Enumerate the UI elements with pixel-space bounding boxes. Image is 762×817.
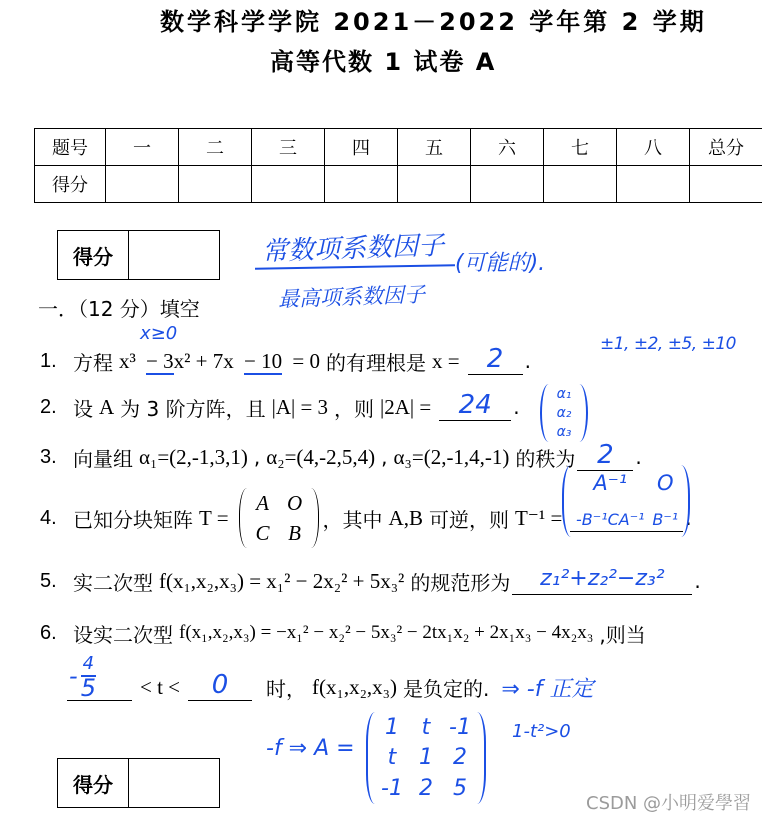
score-table-header-cell: 题号: [35, 129, 106, 166]
matrix-entry: -B⁻¹CA⁻¹: [576, 509, 645, 529]
question-text: 向量组: [73, 446, 133, 471]
equation-term: = 0: [292, 348, 320, 373]
matrix-entry: A: [256, 490, 269, 515]
question-6-line-1: [40, 619, 646, 647]
question-text: ，其中: [322, 507, 383, 532]
fraction-stack: [80, 653, 97, 702]
handwritten-condition: x≥0: [140, 322, 178, 344]
score-table-header-cell: 总分: [690, 129, 762, 166]
inequality: < t <: [140, 674, 181, 699]
matrix-entry: 5: [453, 776, 467, 802]
left-parenthesis: [562, 465, 571, 537]
question-number: 4.: [40, 506, 57, 529]
score-table-score-cell: [179, 166, 252, 203]
score-table-header-cell: 二: [179, 129, 252, 166]
matrix-grid: [571, 465, 681, 537]
vector-label: α₃: [556, 424, 572, 441]
exam-title-line2: 高等代数 1 试卷 A: [270, 48, 497, 76]
math-expression: f(x₁,x₂,x₃): [312, 674, 397, 699]
question-5: [40, 567, 701, 595]
matrix-entry: 2: [419, 776, 433, 802]
question-number: 1.: [40, 349, 57, 372]
question-text: 为 3 阶方阵，且: [120, 396, 266, 421]
matrix-entry: -1: [381, 776, 403, 802]
matrix-entry: 2: [453, 745, 467, 771]
answer-blank: [570, 471, 683, 532]
fraction-denominator: 5: [80, 674, 97, 702]
question-text: 设实二次型: [73, 622, 173, 647]
score-table-score-cell: [471, 166, 544, 203]
handwritten-note: ⇒ -f 正定: [501, 676, 594, 702]
handwritten-answer-matrix: [562, 465, 690, 537]
period: .: [635, 445, 642, 469]
matrix-entry: B⁻¹: [652, 509, 679, 529]
question-number: 2.: [40, 395, 57, 418]
vector-list: [549, 384, 579, 442]
quadratic-form: f(x₁,x₂,x₃) = −x₁² − x₂² − 5x₃² − 2tx₁x₂ + 2x₁x₃ − 4x₂x₃: [179, 622, 594, 643]
separator: ,: [381, 445, 388, 469]
handwritten-candidate-roots: ±1, ±2, ±5, ±10: [600, 334, 736, 354]
matrix-entry: O: [657, 471, 674, 495]
right-parenthesis: [477, 712, 486, 804]
score-table: [34, 128, 762, 203]
handwritten-fraction: [69, 653, 97, 702]
period: .: [685, 506, 692, 530]
underlined-term-wrapper: [140, 322, 178, 374]
question-text: 实二次型: [73, 570, 153, 595]
section-score-box: [57, 758, 220, 808]
answer-variable: x =: [431, 348, 460, 373]
score-table-header-cell: 六: [471, 129, 544, 166]
matrix-entry: -1: [449, 714, 471, 740]
score-table-score-cell: [106, 166, 179, 203]
handwritten-remark: (可能的).: [455, 251, 546, 276]
matrix-entry: C: [255, 520, 270, 545]
answer-blank: [468, 344, 523, 375]
score-table-header-cell: 七: [544, 129, 617, 166]
equation-term: x³: [119, 348, 136, 373]
watermark: CSDN @小明爱學習: [586, 793, 752, 814]
right-parenthesis: [681, 465, 690, 537]
fraction-sign: -: [69, 662, 78, 690]
vector-label: α₂: [556, 404, 572, 421]
handwritten-answer: 2: [597, 440, 614, 470]
handwritten-note-numerator: 常数项系数因子: [261, 230, 445, 268]
question-6-line-2: [65, 653, 594, 702]
matrix-entry: B: [288, 520, 301, 545]
period: .: [513, 395, 520, 419]
handwritten-answer: 24: [458, 390, 492, 420]
matrix-entry: O: [286, 490, 303, 515]
period: .: [694, 569, 701, 593]
matrix-entry: t: [421, 714, 431, 740]
left-parenthesis: [366, 712, 375, 804]
question-number: 6.: [40, 621, 57, 644]
handwritten-note-denominator: 最高项系数因子: [277, 282, 426, 312]
exam-title-line1: 数学科学学院 2021－2022 学年第 2 学期: [160, 8, 707, 36]
question-text: ,则当: [599, 622, 646, 647]
score-table-header-cell: 三: [252, 129, 325, 166]
math-expression: |A| = 3: [271, 394, 329, 419]
math-expression: T⁻¹ =: [514, 505, 563, 530]
question-1: [40, 322, 531, 375]
score-box-label: 得分: [58, 759, 129, 807]
score-table-header-row: [35, 129, 762, 166]
handwritten-matrix: [366, 712, 486, 804]
score-table-header-cell: 四: [325, 129, 398, 166]
left-parenthesis: [540, 384, 549, 442]
block-matrix: [239, 488, 319, 548]
underlined-term: − 10: [244, 348, 283, 373]
question-text: 设: [73, 396, 93, 421]
question-text: 方程: [73, 350, 113, 375]
score-table-header-cell: 五: [398, 129, 471, 166]
score-table-row-label: 得分: [35, 166, 106, 203]
score-table-score-cell: [325, 166, 398, 203]
underlined-term: − 3: [146, 348, 174, 373]
right-parenthesis: [311, 488, 319, 548]
question-text: 的规范形为: [410, 570, 511, 595]
score-box-label: 得分: [58, 231, 129, 279]
question-text: 时，: [266, 676, 307, 701]
vector-alpha-2: α₂=(4,-2,5,4): [266, 444, 376, 469]
score-box-value: [129, 231, 219, 279]
vector-alpha-3: α₃=(2,-1,4,-1): [393, 444, 510, 469]
matrix-entry: A⁻¹: [593, 471, 628, 495]
math-expression: A,B: [388, 505, 423, 530]
section-title: 一．（12 分）填空: [38, 297, 200, 321]
score-table-header-cell: 八: [617, 129, 690, 166]
math-symbol: A: [99, 394, 115, 419]
handwritten-answer: z₁²+z₂²−z₃²: [540, 566, 665, 591]
answer-blank: [512, 567, 692, 595]
right-parenthesis: [579, 384, 588, 442]
question-text: ，则: [334, 396, 375, 421]
question-number: 5.: [40, 569, 57, 592]
score-table-score-cell: [690, 166, 762, 203]
question-3: [40, 440, 642, 471]
score-table-score-cell: [398, 166, 471, 203]
matrix-entry: 1: [419, 745, 433, 771]
equation-term: x² + 7x: [173, 348, 234, 373]
question-number: 3.: [40, 445, 57, 468]
matrix-grid: [375, 712, 477, 804]
fraction-numerator: 4: [81, 653, 96, 677]
question-text: 已知分块矩阵: [73, 507, 193, 532]
handwritten-answer: 2: [486, 344, 504, 374]
math-expression: |2A| =: [380, 394, 432, 419]
quadratic-form: f(x₁,x₂,x₃) = x₁² − 2x₂² + 5x₃²: [159, 568, 405, 593]
handwritten-vector-column: [540, 384, 588, 442]
score-table-score-row: [35, 166, 762, 203]
score-table-score-cell: [544, 166, 617, 203]
answer-blank: [439, 390, 511, 421]
question-text: 是负定的.: [402, 676, 490, 701]
score-table-score-cell: [252, 166, 325, 203]
score-table-header-cell: 一: [106, 129, 179, 166]
equation: [119, 322, 320, 374]
score-box-value: [129, 759, 219, 807]
answer-blank-lower: [67, 653, 132, 702]
left-parenthesis: [239, 488, 247, 548]
period: .: [524, 349, 531, 373]
math-expression: T =: [199, 505, 229, 530]
question-4: [40, 471, 692, 549]
handwritten-answer: 0: [211, 670, 229, 700]
matrix-entry: t: [387, 745, 397, 771]
matrix-grid: [247, 488, 311, 548]
question-text: 的秩为: [515, 446, 576, 471]
question-text: 的有理根是: [325, 350, 426, 375]
matrix-entry: 1: [385, 714, 399, 740]
vector-alpha-1: α₁=(2,-1,3,1): [139, 444, 248, 469]
answer-blank-upper: [188, 670, 252, 701]
section-score-box: [57, 230, 220, 280]
handwritten-inequality: 1-t²>0: [512, 721, 571, 742]
question-text: 可逆，则: [428, 507, 509, 532]
vector-label: α₁: [556, 385, 572, 402]
question-2: [40, 390, 520, 421]
separator: ,: [253, 445, 261, 469]
handwritten-matrix-label: -f ⇒ A =: [266, 736, 355, 761]
score-table-score-cell: [617, 166, 690, 203]
